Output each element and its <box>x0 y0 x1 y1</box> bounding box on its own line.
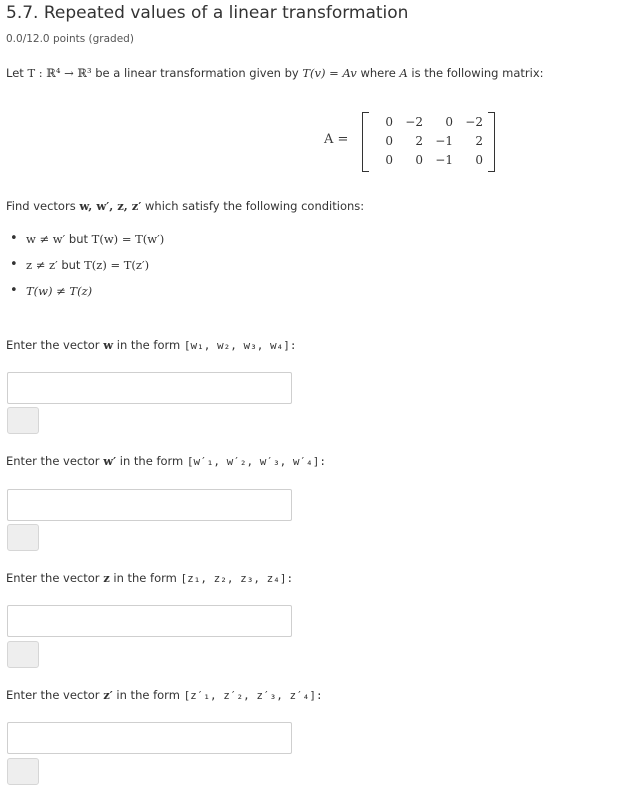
matrix-left-bracket <box>362 112 369 172</box>
statement-middle2: where <box>360 66 396 80</box>
matrix-cell: 0 <box>445 115 453 129</box>
matrix-cell: −2 <box>465 115 483 129</box>
statement-middle: be a linear transformation given by <box>95 66 299 80</box>
answer-input-z-prime[interactable] <box>7 722 292 754</box>
condition-right: T(w) = T(w′) <box>91 232 165 246</box>
prompt-mid: in the form <box>113 571 177 585</box>
find-vectors: w, w′, z, z′ <box>79 199 142 213</box>
submit-button-w-prime[interactable] <box>7 524 39 551</box>
question-prompt-z-prime <box>6 688 323 702</box>
prompt-form: [z₁, z₂, z₃, z₄]: <box>180 572 294 585</box>
conditions-list <box>10 232 164 310</box>
statement-suffix: is the following matrix: <box>411 66 544 80</box>
prompt-prefix: Enter the vector <box>6 454 100 468</box>
problem-statement <box>6 66 544 80</box>
condition-word: but <box>68 232 89 246</box>
find-instruction <box>6 199 364 213</box>
condition-item <box>10 232 164 258</box>
condition-left: z ≠ z′ <box>26 258 58 272</box>
condition-left: T(w) ≠ T(z) <box>26 284 93 298</box>
condition-item <box>10 258 164 284</box>
prompt-mid: in the form <box>119 454 184 468</box>
submit-button-w[interactable] <box>7 407 39 434</box>
prompt-vector: w′ <box>103 454 117 468</box>
prompt-mid: in the form <box>116 688 180 702</box>
matrix-cell: −1 <box>435 134 453 148</box>
matrix-cell: 0 <box>385 134 393 148</box>
statement-matrix-symbol: A <box>399 66 408 80</box>
matrix-cell: −1 <box>435 153 453 167</box>
prompt-prefix: Enter the vector <box>6 338 100 352</box>
matrix-cell: 2 <box>415 134 423 148</box>
prompt-form: [w′₁, w′₂, w′₃, w′₄]: <box>186 455 326 468</box>
prompt-prefix: Enter the vector <box>6 571 100 585</box>
answer-input-z[interactable] <box>7 605 292 637</box>
submit-button-z-prime[interactable] <box>7 758 39 785</box>
matrix-label: A = <box>324 132 349 147</box>
condition-right: T(z) = T(z′) <box>84 258 150 272</box>
submit-button-z[interactable] <box>7 641 39 668</box>
matrix-cell: 2 <box>475 134 483 148</box>
statement-prefix: Let <box>6 66 24 80</box>
prompt-form: [w₁, w₂, w₃, w₄]: <box>183 339 297 352</box>
prompt-vector: w <box>103 338 114 352</box>
prompt-prefix: Enter the vector <box>6 688 100 702</box>
matrix-cell: −2 <box>405 115 423 129</box>
matrix-cell: 0 <box>385 153 393 167</box>
matrix-cell: 0 <box>475 153 483 167</box>
question-prompt-z <box>6 571 293 585</box>
prompt-mid: in the form <box>116 338 181 352</box>
statement-map: T : ℝ⁴ → ℝ³ <box>27 66 92 80</box>
points-status: 0.0/12.0 points (graded) <box>6 33 134 45</box>
matrix-cell: 0 <box>385 115 393 129</box>
answer-input-w[interactable] <box>7 372 292 404</box>
condition-left: w ≠ w′ <box>26 232 66 246</box>
answer-input-w-prime[interactable] <box>7 489 292 521</box>
question-prompt-w-prime <box>6 454 326 468</box>
condition-word: but <box>61 258 81 272</box>
matrix-cell: 0 <box>415 153 423 167</box>
prompt-vector: z′ <box>103 688 113 702</box>
condition-item <box>10 284 164 310</box>
find-prefix: Find vectors <box>6 199 76 213</box>
prompt-vector: z <box>103 571 110 585</box>
prompt-form: [z′₁, z′₂, z′₃, z′₄]: <box>183 689 323 702</box>
question-prompt-w <box>6 338 296 352</box>
matrix-right-bracket <box>488 112 495 172</box>
statement-formula: T(v) = Av <box>302 66 357 80</box>
matrix-A <box>369 113 483 170</box>
problem-title: 5.7. Repeated values of a linear transformation <box>6 3 409 23</box>
find-suffix: which satisfy the following conditions: <box>145 199 365 213</box>
